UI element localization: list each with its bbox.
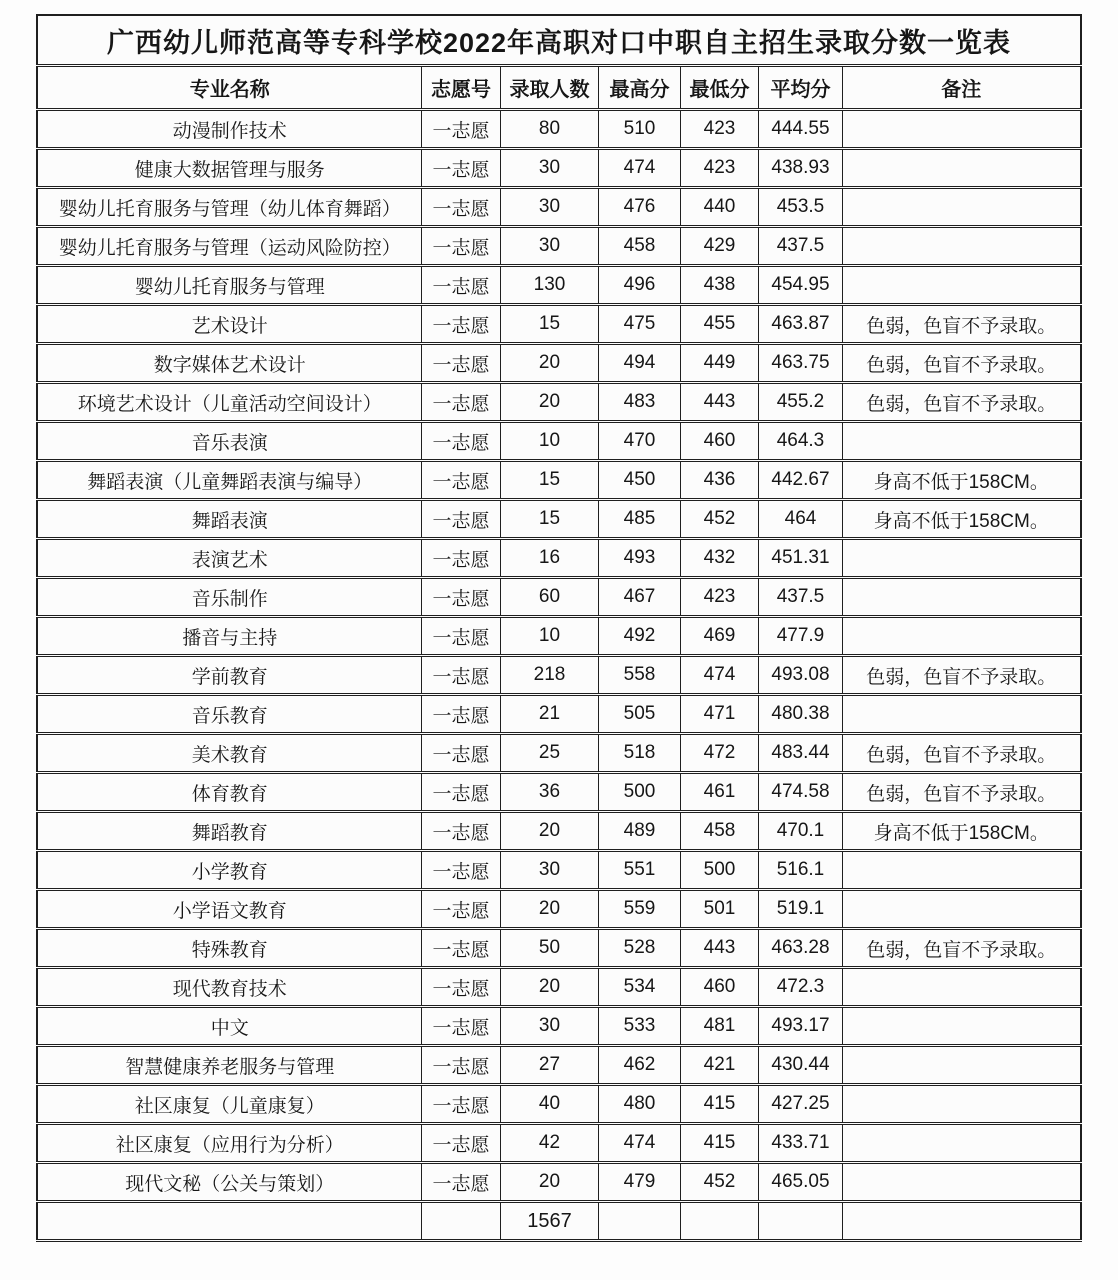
cell-choice: 一志愿: [421, 617, 500, 656]
cell-remark: 色弱，色盲不予录取。: [842, 773, 1080, 812]
cell-remark: [842, 266, 1080, 305]
cell-avg-score: 451.31: [758, 539, 842, 578]
cell-admitted: 30: [500, 851, 598, 890]
cell-avg-score: 437.5: [758, 227, 842, 266]
cell-min-score: 469: [680, 617, 758, 656]
cell-avg-score: 427.25: [758, 1085, 842, 1124]
cell-choice: 一志愿: [421, 266, 500, 305]
cell-remark: 身高不低于158CM。: [842, 461, 1080, 500]
column-header-major: 专业名称: [37, 66, 421, 110]
cell-remark: [842, 539, 1080, 578]
cell-choice: 一志愿: [421, 773, 500, 812]
cell-avg-score: 464: [758, 500, 842, 539]
cell-min-score: 443: [680, 383, 758, 422]
cell-remark: [842, 968, 1080, 1007]
cell-min-score: 415: [680, 1124, 758, 1163]
cell-min-score: 436: [680, 461, 758, 500]
cell-admitted: 15: [500, 305, 598, 344]
cell-avg-score: 430.44: [758, 1046, 842, 1085]
table-row: [37, 773, 1080, 812]
cell-choice: 一志愿: [421, 500, 500, 539]
table-row: [37, 149, 1080, 188]
cell-admitted: 20: [500, 890, 598, 929]
cell-avg-score: [758, 1202, 842, 1241]
cell-major: 环境艺术设计（儿童活动空间设计）: [37, 383, 421, 422]
cell-remark: [842, 695, 1080, 734]
table-row: [37, 734, 1080, 773]
cell-admitted: 60: [500, 578, 598, 617]
cell-min-score: 415: [680, 1085, 758, 1124]
cell-admitted: 10: [500, 422, 598, 461]
cell-admitted: 15: [500, 500, 598, 539]
table-row: [37, 1124, 1080, 1163]
cell-admitted: 27: [500, 1046, 598, 1085]
cell-min-score: 449: [680, 344, 758, 383]
cell-admitted: 30: [500, 1007, 598, 1046]
cell-admitted: 20: [500, 812, 598, 851]
cell-avg-score: 455.2: [758, 383, 842, 422]
cell-remark: [842, 578, 1080, 617]
cell-major: 社区康复（儿童康复）: [37, 1085, 421, 1124]
cell-admitted: 130: [500, 266, 598, 305]
cell-max-score: 534: [598, 968, 680, 1007]
cell-remark: 身高不低于158CM。: [842, 812, 1080, 851]
cell-admitted: 20: [500, 383, 598, 422]
cell-max-score: 474: [598, 1124, 680, 1163]
cell-avg-score: 444.55: [758, 110, 842, 149]
cell-max-score: 492: [598, 617, 680, 656]
table-row: [37, 461, 1080, 500]
table-row: [37, 383, 1080, 422]
cell-choice: 一志愿: [421, 344, 500, 383]
cell-choice: 一志愿: [421, 149, 500, 188]
cell-choice: 一志愿: [421, 812, 500, 851]
table-row: [37, 266, 1080, 305]
cell-major: 动漫制作技术: [37, 110, 421, 149]
cell-major: 音乐制作: [37, 578, 421, 617]
table-row: [37, 1046, 1080, 1085]
cell-avg-score: 472.3: [758, 968, 842, 1007]
column-header-avg-score: 平均分: [758, 66, 842, 110]
cell-choice: 一志愿: [421, 890, 500, 929]
cell-min-score: 452: [680, 1163, 758, 1202]
cell-max-score: 458: [598, 227, 680, 266]
table-row: [37, 1085, 1080, 1124]
cell-choice: 一志愿: [421, 227, 500, 266]
cell-admitted: 21: [500, 695, 598, 734]
cell-remark: [842, 422, 1080, 461]
table-row: [37, 968, 1080, 1007]
cell-min-score: 423: [680, 110, 758, 149]
cell-choice: 一志愿: [421, 656, 500, 695]
cell-max-score: 475: [598, 305, 680, 344]
cell-max-score: 559: [598, 890, 680, 929]
column-header-remark: 备注: [842, 66, 1080, 110]
cell-min-score: 471: [680, 695, 758, 734]
cell-max-score: 480: [598, 1085, 680, 1124]
cell-choice: 一志愿: [421, 968, 500, 1007]
column-header-admitted: 录取人数: [500, 66, 598, 110]
cell-avg-score: 493.17: [758, 1007, 842, 1046]
cell-remark: [842, 1163, 1080, 1202]
cell-max-score: 505: [598, 695, 680, 734]
cell-min-score: 421: [680, 1046, 758, 1085]
cell-avg-score: 519.1: [758, 890, 842, 929]
cell-major: 现代文秘（公关与策划）: [37, 1163, 421, 1202]
cell-remark: 身高不低于158CM。: [842, 500, 1080, 539]
cell-choice: 一志愿: [421, 578, 500, 617]
cell-max-score: 528: [598, 929, 680, 968]
cell-admitted: 25: [500, 734, 598, 773]
cell-major: 美术教育: [37, 734, 421, 773]
cell-min-score: 500: [680, 851, 758, 890]
table-row: [37, 851, 1080, 890]
cell-major: 数字媒体艺术设计: [37, 344, 421, 383]
cell-avg-score: 463.87: [758, 305, 842, 344]
cell-max-score: 462: [598, 1046, 680, 1085]
cell-admitted: 20: [500, 1163, 598, 1202]
cell-choice: 一志愿: [421, 1007, 500, 1046]
cell-avg-score: 465.05: [758, 1163, 842, 1202]
cell-max-score: 510: [598, 110, 680, 149]
table-row: [37, 422, 1080, 461]
table-row: [37, 695, 1080, 734]
cell-min-score: 429: [680, 227, 758, 266]
cell-min-score: 455: [680, 305, 758, 344]
cell-major: 音乐表演: [37, 422, 421, 461]
cell-admitted: 218: [500, 656, 598, 695]
column-header-max-score: 最高分: [598, 66, 680, 110]
cell-admitted: 40: [500, 1085, 598, 1124]
header-row: [37, 66, 1080, 110]
cell-choice: 一志愿: [421, 695, 500, 734]
cell-major: 小学教育: [37, 851, 421, 890]
cell-major: 舞蹈表演（儿童舞蹈表演与编导）: [37, 461, 421, 500]
page-title: 广西幼儿师范高等专科学校2022年高职对口中职自主招生录取分数一览表: [37, 15, 1080, 66]
cell-choice: [421, 1202, 500, 1241]
cell-major: 社区康复（应用行为分析）: [37, 1124, 421, 1163]
table-row: [37, 812, 1080, 851]
table-row: [37, 656, 1080, 695]
cell-max-score: 533: [598, 1007, 680, 1046]
cell-max-score: 489: [598, 812, 680, 851]
table-row: [37, 500, 1080, 539]
cell-max-score: 518: [598, 734, 680, 773]
cell-admitted: 36: [500, 773, 598, 812]
cell-admitted: 16: [500, 539, 598, 578]
cell-min-score: [680, 1202, 758, 1241]
cell-avg-score: 437.5: [758, 578, 842, 617]
cell-min-score: 423: [680, 578, 758, 617]
table-row: [37, 578, 1080, 617]
cell-remark: 色弱，色盲不予录取。: [842, 383, 1080, 422]
cell-choice: 一志愿: [421, 929, 500, 968]
cell-max-score: 494: [598, 344, 680, 383]
cell-major: 特殊教育: [37, 929, 421, 968]
cell-min-score: 423: [680, 149, 758, 188]
table-row: [37, 890, 1080, 929]
cell-choice: 一志愿: [421, 188, 500, 227]
table-row: [37, 188, 1080, 227]
cell-remark: 色弱，色盲不予录取。: [842, 734, 1080, 773]
cell-remark: 色弱，色盲不予录取。: [842, 929, 1080, 968]
cell-max-score: 474: [598, 149, 680, 188]
table-row: [37, 110, 1080, 149]
cell-avg-score: 477.9: [758, 617, 842, 656]
cell-avg-score: 454.95: [758, 266, 842, 305]
table-row: [37, 344, 1080, 383]
cell-remark: [842, 1202, 1080, 1241]
cell-admitted: 30: [500, 188, 598, 227]
cell-max-score: 479: [598, 1163, 680, 1202]
cell-min-score: 461: [680, 773, 758, 812]
cell-major: 小学语文教育: [37, 890, 421, 929]
cell-max-score: 450: [598, 461, 680, 500]
cell-admitted: 1567: [500, 1202, 598, 1241]
cell-avg-score: 463.28: [758, 929, 842, 968]
cell-remark: [842, 110, 1080, 149]
cell-avg-score: 453.5: [758, 188, 842, 227]
cell-admitted: 80: [500, 110, 598, 149]
cell-major: 体育教育: [37, 773, 421, 812]
cell-avg-score: 483.44: [758, 734, 842, 773]
table-row: [37, 1163, 1080, 1202]
cell-choice: 一志愿: [421, 851, 500, 890]
cell-admitted: 42: [500, 1124, 598, 1163]
cell-major: 艺术设计: [37, 305, 421, 344]
cell-min-score: 501: [680, 890, 758, 929]
cell-min-score: 438: [680, 266, 758, 305]
cell-max-score: 476: [598, 188, 680, 227]
cell-remark: [842, 890, 1080, 929]
cell-max-score: 493: [598, 539, 680, 578]
table-row: [37, 617, 1080, 656]
cell-major: 婴幼儿托育服务与管理: [37, 266, 421, 305]
cell-min-score: 458: [680, 812, 758, 851]
cell-min-score: 472: [680, 734, 758, 773]
cell-admitted: 50: [500, 929, 598, 968]
cell-max-score: [598, 1202, 680, 1241]
cell-min-score: 443: [680, 929, 758, 968]
cell-remark: 色弱，色盲不予录取。: [842, 656, 1080, 695]
cell-major: 中文: [37, 1007, 421, 1046]
cell-choice: 一志愿: [421, 1124, 500, 1163]
table-row: [37, 1007, 1080, 1046]
cell-max-score: 496: [598, 266, 680, 305]
cell-min-score: 440: [680, 188, 758, 227]
cell-avg-score: 516.1: [758, 851, 842, 890]
cell-max-score: 485: [598, 500, 680, 539]
table-row: [37, 305, 1080, 344]
cell-remark: [842, 227, 1080, 266]
cell-admitted: 20: [500, 968, 598, 1007]
column-header-choice: 志愿号: [421, 66, 500, 110]
cell-min-score: 460: [680, 422, 758, 461]
cell-max-score: 470: [598, 422, 680, 461]
cell-remark: [842, 149, 1080, 188]
table-row: [37, 539, 1080, 578]
cell-major: 播音与主持: [37, 617, 421, 656]
cell-major: 智慧健康养老服务与管理: [37, 1046, 421, 1085]
cell-avg-score: 433.71: [758, 1124, 842, 1163]
cell-choice: 一志愿: [421, 734, 500, 773]
cell-avg-score: 493.08: [758, 656, 842, 695]
cell-choice: 一志愿: [421, 383, 500, 422]
cell-remark: [842, 1007, 1080, 1046]
cell-major: 婴幼儿托育服务与管理（运动风险防控）: [37, 227, 421, 266]
cell-min-score: 474: [680, 656, 758, 695]
cell-admitted: 30: [500, 149, 598, 188]
cell-major: 表演艺术: [37, 539, 421, 578]
cell-admitted: 20: [500, 344, 598, 383]
cell-choice: 一志愿: [421, 1085, 500, 1124]
cell-avg-score: 464.3: [758, 422, 842, 461]
cell-min-score: 460: [680, 968, 758, 1007]
cell-choice: 一志愿: [421, 1046, 500, 1085]
cell-major: 健康大数据管理与服务: [37, 149, 421, 188]
total-row: [37, 1202, 1080, 1241]
cell-admitted: 30: [500, 227, 598, 266]
cell-min-score: 432: [680, 539, 758, 578]
cell-max-score: 551: [598, 851, 680, 890]
cell-remark: [842, 1085, 1080, 1124]
cell-avg-score: 480.38: [758, 695, 842, 734]
cell-choice: 一志愿: [421, 422, 500, 461]
cell-remark: [842, 617, 1080, 656]
cell-avg-score: 442.67: [758, 461, 842, 500]
cell-remark: [842, 188, 1080, 227]
cell-remark: [842, 1046, 1080, 1085]
cell-remark: 色弱，色盲不予录取。: [842, 344, 1080, 383]
title-row: [37, 15, 1080, 66]
cell-max-score: 467: [598, 578, 680, 617]
cell-max-score: 558: [598, 656, 680, 695]
cell-major: 婴幼儿托育服务与管理（幼儿体育舞蹈）: [37, 188, 421, 227]
cell-avg-score: 438.93: [758, 149, 842, 188]
cell-max-score: 500: [598, 773, 680, 812]
cell-major: 音乐教育: [37, 695, 421, 734]
cell-major: [37, 1202, 421, 1241]
cell-choice: 一志愿: [421, 305, 500, 344]
cell-remark: [842, 851, 1080, 890]
cell-choice: 一志愿: [421, 539, 500, 578]
cell-remark: 色弱，色盲不予录取。: [842, 305, 1080, 344]
cell-major: 舞蹈教育: [37, 812, 421, 851]
cell-remark: [842, 1124, 1080, 1163]
cell-major: 现代教育技术: [37, 968, 421, 1007]
cell-min-score: 481: [680, 1007, 758, 1046]
cell-admitted: 10: [500, 617, 598, 656]
table-row: [37, 227, 1080, 266]
cell-choice: 一志愿: [421, 461, 500, 500]
cell-choice: 一志愿: [421, 110, 500, 149]
cell-admitted: 15: [500, 461, 598, 500]
cell-major: 学前教育: [37, 656, 421, 695]
cell-max-score: 483: [598, 383, 680, 422]
cell-major: 舞蹈表演: [37, 500, 421, 539]
cell-choice: 一志愿: [421, 1163, 500, 1202]
cell-avg-score: 474.58: [758, 773, 842, 812]
cell-min-score: 452: [680, 500, 758, 539]
table-row: [37, 929, 1080, 968]
cell-avg-score: 463.75: [758, 344, 842, 383]
cell-avg-score: 470.1: [758, 812, 842, 851]
column-header-min-score: 最低分: [680, 66, 758, 110]
admission-score-table: [36, 14, 1081, 1242]
